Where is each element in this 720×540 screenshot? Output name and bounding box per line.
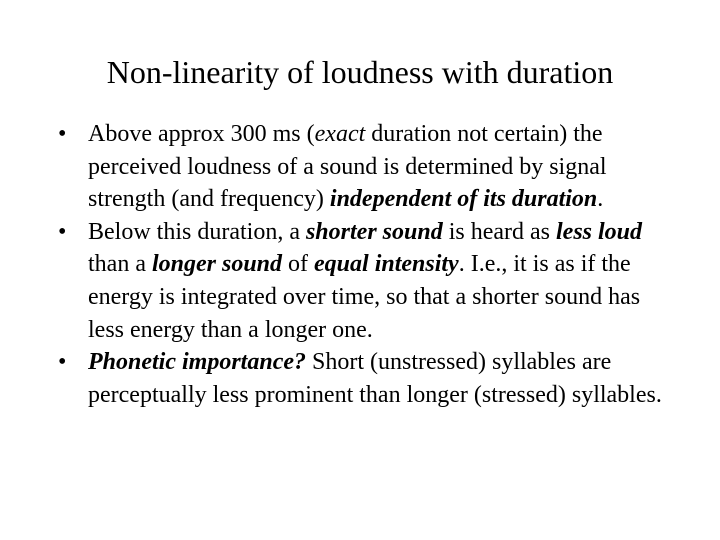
slide-title: Non-linearity of loudness with duration xyxy=(106,54,614,90)
bullet-text-segment: Above approx 300 ms ( xyxy=(88,121,315,147)
bullet-text-segment: is heard as xyxy=(442,218,556,245)
bullet-icon: • xyxy=(58,121,67,147)
bullet-icon: • xyxy=(58,349,67,376)
bullet-text-segment: . I.e., it is as if the energy is integrated over time, so that a shorter sound has less energy than a longer one. xyxy=(88,251,641,343)
bullet-text-emphasis: equal intensity xyxy=(314,251,459,278)
bullet-item-duration-threshold xyxy=(58,118,678,216)
bullet-text-emphasis: exact xyxy=(314,121,366,147)
bullet-item-shorter-sound xyxy=(58,216,678,346)
bullet-text-emphasis: independent of its duration xyxy=(329,186,598,213)
bullet-text-emphasis: less loud xyxy=(556,218,643,245)
bullet-text-segment: Below this duration, a xyxy=(88,218,306,245)
bullet-text-segment: . xyxy=(597,186,604,213)
bullet-text-segment: Short (unstressed) syllables are perceptually less prominent than longer (stressed) syllables. xyxy=(88,349,662,408)
bullet-text-emphasis: longer sound xyxy=(151,251,283,278)
bullet-item-phonetic-importance xyxy=(58,346,678,411)
bullet-icon: • xyxy=(58,218,67,245)
bullet-text-segment: duration not certain) the perceived loudness of a sound is determined by signal strength (and frequency) xyxy=(88,121,607,213)
bullet-text-emphasis: shorter sound xyxy=(305,218,443,245)
bullet-text-emphasis: Phonetic importance? xyxy=(88,349,306,376)
bullet-list xyxy=(58,118,678,411)
bullet-text-segment: than a xyxy=(88,251,152,278)
bullet-text-segment: of xyxy=(282,251,315,278)
